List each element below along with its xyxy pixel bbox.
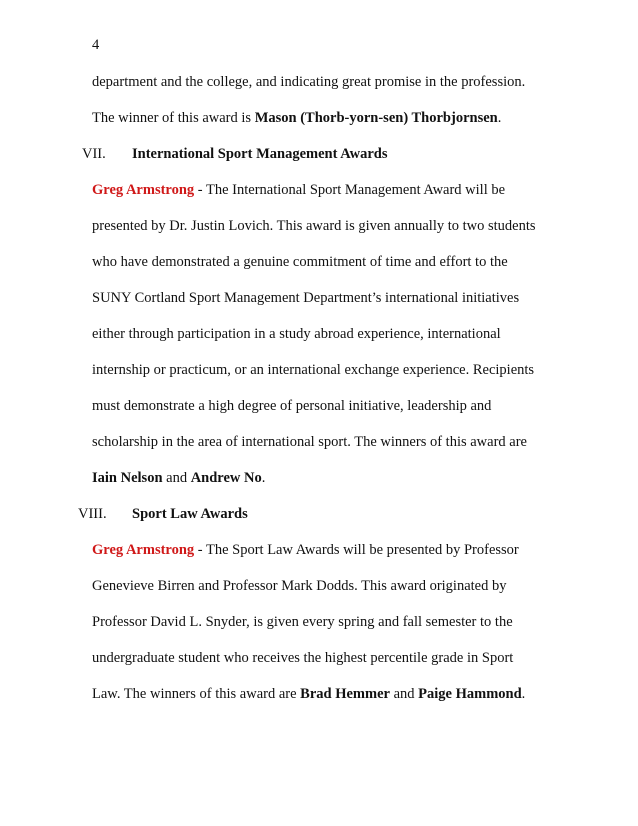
- section-7-line-3: who have demonstrated a genuine commitment of time and effort to the: [92, 254, 508, 270]
- conjunction: and: [389, 686, 419, 702]
- section-7-line-7: must demonstrate a high degree of personal initiative, leadership and: [92, 398, 492, 414]
- section-7-line-6: internship or practicum, or an international exchange experience. Recipients: [92, 362, 535, 378]
- section-7-line-1: [92, 181, 505, 199]
- punctuation: .: [497, 110, 502, 126]
- conjunction: and: [162, 470, 191, 486]
- section-7-line-8: scholarship in the area of international sport. The winners of this award are: [92, 434, 527, 450]
- section-7-winners: [92, 469, 265, 487]
- section-8-line-2: Genevieve Birren and Professor Mark Dodds. This award originated by: [92, 578, 507, 594]
- intro-text: The winner of this award is: [92, 110, 255, 126]
- winner-name: Paige Hammond: [418, 686, 522, 702]
- section-7-line-2: presented by Dr. Justin Lovich. This award is given annually to two students: [92, 218, 536, 234]
- section-8-heading: Sport Law Awards: [132, 506, 248, 522]
- section-8-text: - The Sport Law Awards will be presented by Professor: [194, 542, 519, 558]
- section-7-heading: International Sport Management Awards: [132, 146, 388, 162]
- section-7-line-5: either through participation in a study abroad experience, international: [92, 326, 501, 342]
- section-8-numeral: VIII.: [78, 506, 107, 522]
- section-8-line-4: undergraduate student who receives the highest percentile grade in Sport: [92, 650, 514, 666]
- punctuation: .: [261, 470, 266, 486]
- section-8-text: Law. The winners of this award are: [92, 686, 301, 702]
- winner-name: Andrew No: [190, 470, 262, 486]
- presenter-name: Greg Armstrong: [92, 542, 195, 558]
- page-number: 4: [92, 37, 100, 53]
- winner-name: Mason (Thorb-yorn-sen) Thorbjornsen: [254, 110, 498, 126]
- section-8-winners: [92, 685, 525, 703]
- intro-line-1: department and the college, and indicating great promise in the profession.: [92, 74, 526, 90]
- section-8-line-1: [92, 541, 519, 559]
- section-7-numeral: VII.: [82, 146, 106, 162]
- section-8-line-3: Professor David L. Snyder, is given every spring and fall semester to the: [92, 614, 513, 630]
- winner-name: Iain Nelson: [92, 470, 163, 486]
- presenter-name: Greg Armstrong: [92, 182, 195, 198]
- intro-line-2: [92, 109, 501, 127]
- punctuation: .: [521, 686, 526, 702]
- section-7-text: - The International Sport Management Award will be: [194, 182, 506, 198]
- section-7-line-4: SUNY Cortland Sport Management Department’s international initiatives: [92, 290, 520, 306]
- winner-name: Brad Hemmer: [300, 686, 390, 702]
